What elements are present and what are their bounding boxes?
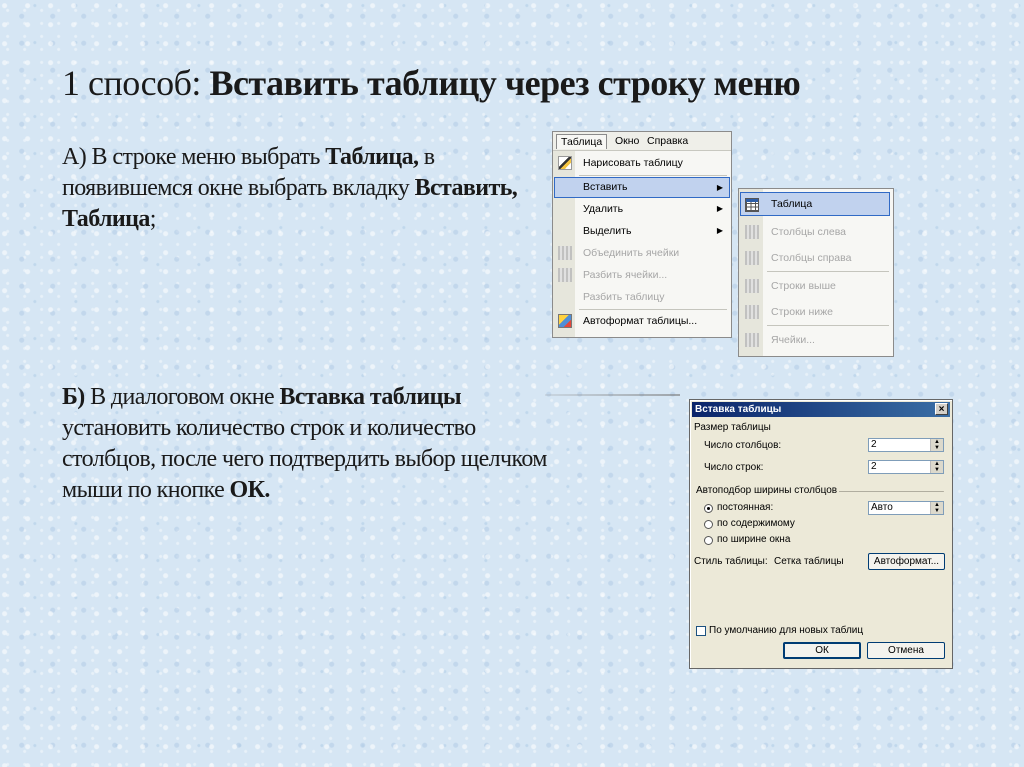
submenu-arrow-icon: ▶ xyxy=(716,183,723,192)
columns-right-icon xyxy=(745,251,759,265)
para-a-label: А) xyxy=(62,144,87,170)
para-b-text1: В диалоговом окне xyxy=(84,384,280,410)
submenu-item-label: Ячейки... xyxy=(771,334,815,346)
menu-item-label: Выделить xyxy=(583,225,632,237)
submenu-item-rows-below[interactable] xyxy=(741,300,889,324)
insert-table-dialog xyxy=(689,399,953,669)
submenu-item-cells[interactable] xyxy=(741,328,889,352)
submenu-item-columns-left[interactable] xyxy=(741,220,889,244)
size-group-title: Размер таблицы xyxy=(694,422,771,433)
table-icon xyxy=(745,198,759,212)
style-label: Стиль таблицы: xyxy=(694,556,768,567)
table-menu-window xyxy=(552,131,732,338)
rows-spinner[interactable] xyxy=(868,460,944,474)
menu-item-delete[interactable] xyxy=(555,199,729,219)
radio-content-label: по содержимому xyxy=(717,518,795,529)
rows-below-icon xyxy=(745,305,759,319)
menubar xyxy=(553,132,731,151)
submenu-item-table[interactable] xyxy=(740,192,890,216)
menu-item-select[interactable] xyxy=(555,221,729,241)
menu-item-split-cells[interactable] xyxy=(555,265,729,285)
menubar-item-table[interactable]: Таблица xyxy=(556,134,607,149)
default-checkbox-label: По умолчанию для новых таблиц xyxy=(709,625,864,636)
fixed-width-value: Авто xyxy=(871,502,893,513)
para-a-text1: В строке меню выбрать xyxy=(86,144,326,170)
up-icon[interactable]: ▲ xyxy=(934,439,940,445)
close-button[interactable]: × xyxy=(935,403,948,415)
columns-spinner[interactable] xyxy=(868,438,944,452)
autoformat-button[interactable]: Автоформат... xyxy=(868,553,945,570)
para-a-text2: в появившемся окне выбрать вкладку xyxy=(62,144,435,201)
columns-value: 2 xyxy=(871,439,877,450)
cancel-button[interactable]: Отмена xyxy=(867,642,945,659)
submenu-arrow-icon: ▶ xyxy=(716,226,723,235)
radio-content[interactable] xyxy=(704,520,713,529)
paragraph-b xyxy=(62,382,682,506)
up-icon[interactable]: ▲ xyxy=(934,461,940,467)
down-icon[interactable]: ▼ xyxy=(934,467,940,473)
columns-left-icon xyxy=(745,225,759,239)
para-b-line3: столбцов, после чего подтвердить выбор щелчком xyxy=(62,446,547,472)
submenu-item-label: Столбцы справа xyxy=(771,252,852,264)
para-a-bold1: Таблица, xyxy=(325,144,419,170)
spinner-buttons[interactable] xyxy=(930,461,943,473)
rows-above-icon xyxy=(745,279,759,293)
cells-icon xyxy=(745,333,759,347)
menu-separator xyxy=(579,175,727,176)
para-b-line1 xyxy=(62,382,682,413)
para-a-text3: ; xyxy=(149,206,156,232)
rows-value: 2 xyxy=(871,461,877,472)
default-checkbox[interactable] xyxy=(696,626,706,636)
paragraph-a xyxy=(62,142,532,235)
rows-label: Число строк: xyxy=(704,462,764,473)
menu-separator xyxy=(579,309,727,310)
dialog-titlebar[interactable] xyxy=(692,402,950,417)
para-a-bold2: Вставить, Таблица xyxy=(62,175,518,232)
spinner-buttons[interactable] xyxy=(930,502,943,514)
menu-item-merge-cells[interactable] xyxy=(555,243,729,263)
menu-item-autoformat[interactable] xyxy=(555,311,729,331)
submenu-item-rows-above[interactable] xyxy=(741,274,889,298)
down-icon[interactable]: ▼ xyxy=(934,445,940,451)
menu-item-label: Удалить xyxy=(583,203,624,215)
submenu-separator xyxy=(767,325,889,326)
title-bold: Вставить таблицу через строку меню xyxy=(209,63,801,103)
submenu-item-label: Строки выше xyxy=(771,280,836,292)
menu-item-insert[interactable] xyxy=(554,177,730,198)
para-b-bold1: Вставка таблицы xyxy=(279,384,461,410)
merge-cells-icon xyxy=(558,246,572,260)
para-b-ok-bold: ОК. xyxy=(229,477,270,503)
menu-item-label: Разбить таблицу xyxy=(583,291,665,303)
para-b-line2: установить количество строк и количество xyxy=(62,415,476,441)
fixed-width-spinner[interactable] xyxy=(868,501,944,515)
ok-button[interactable]: ОК xyxy=(783,642,861,659)
split-cells-icon xyxy=(558,268,572,282)
radio-window[interactable] xyxy=(704,536,713,545)
pencil-icon xyxy=(558,156,572,170)
submenu-item-label: Столбцы слева xyxy=(771,226,847,238)
menu-item-label: Автоформат таблицы... xyxy=(583,315,698,327)
menu-item-label: Объединить ячейки xyxy=(583,247,680,259)
menubar-item-help[interactable]: Справка xyxy=(647,135,689,147)
columns-label: Число столбцов: xyxy=(704,440,782,451)
radio-window-label: по ширине окна xyxy=(717,534,791,545)
submenu-item-label: Строки ниже xyxy=(771,306,833,318)
menubar-item-window[interactable]: Окно xyxy=(615,135,640,147)
submenu-item-label: Таблица xyxy=(771,198,813,210)
para-b-line4-text: мыши по кнопке xyxy=(62,477,230,503)
menu-item-draw-table[interactable] xyxy=(555,153,729,173)
submenu-item-columns-right[interactable] xyxy=(741,246,889,270)
up-icon[interactable]: ▲ xyxy=(934,502,940,508)
submenu-separator xyxy=(767,271,889,272)
slide-title xyxy=(62,62,800,104)
title-prefix: 1 способ: xyxy=(62,63,210,103)
radio-fixed-label: постоянная: xyxy=(717,502,774,513)
menu-item-label: Вставить xyxy=(583,181,628,193)
autofit-group-title: Автоподбор ширины столбцов xyxy=(696,485,838,496)
style-value: Сетка таблицы xyxy=(774,556,844,567)
menu-item-label: Разбить ячейки... xyxy=(583,269,668,281)
menu-item-split-table[interactable] xyxy=(555,287,729,307)
insert-submenu xyxy=(738,188,894,357)
radio-fixed[interactable] xyxy=(704,504,713,513)
para-b-line4 xyxy=(62,475,682,506)
para-b-label: Б) xyxy=(62,384,85,410)
down-icon[interactable]: ▼ xyxy=(934,508,940,514)
autoformat-icon xyxy=(558,314,572,328)
dialog-title: Вставка таблицы xyxy=(695,404,782,415)
menu-item-label: Нарисовать таблицу xyxy=(583,157,683,169)
submenu-arrow-icon: ▶ xyxy=(716,204,723,213)
spinner-buttons[interactable] xyxy=(930,439,943,451)
